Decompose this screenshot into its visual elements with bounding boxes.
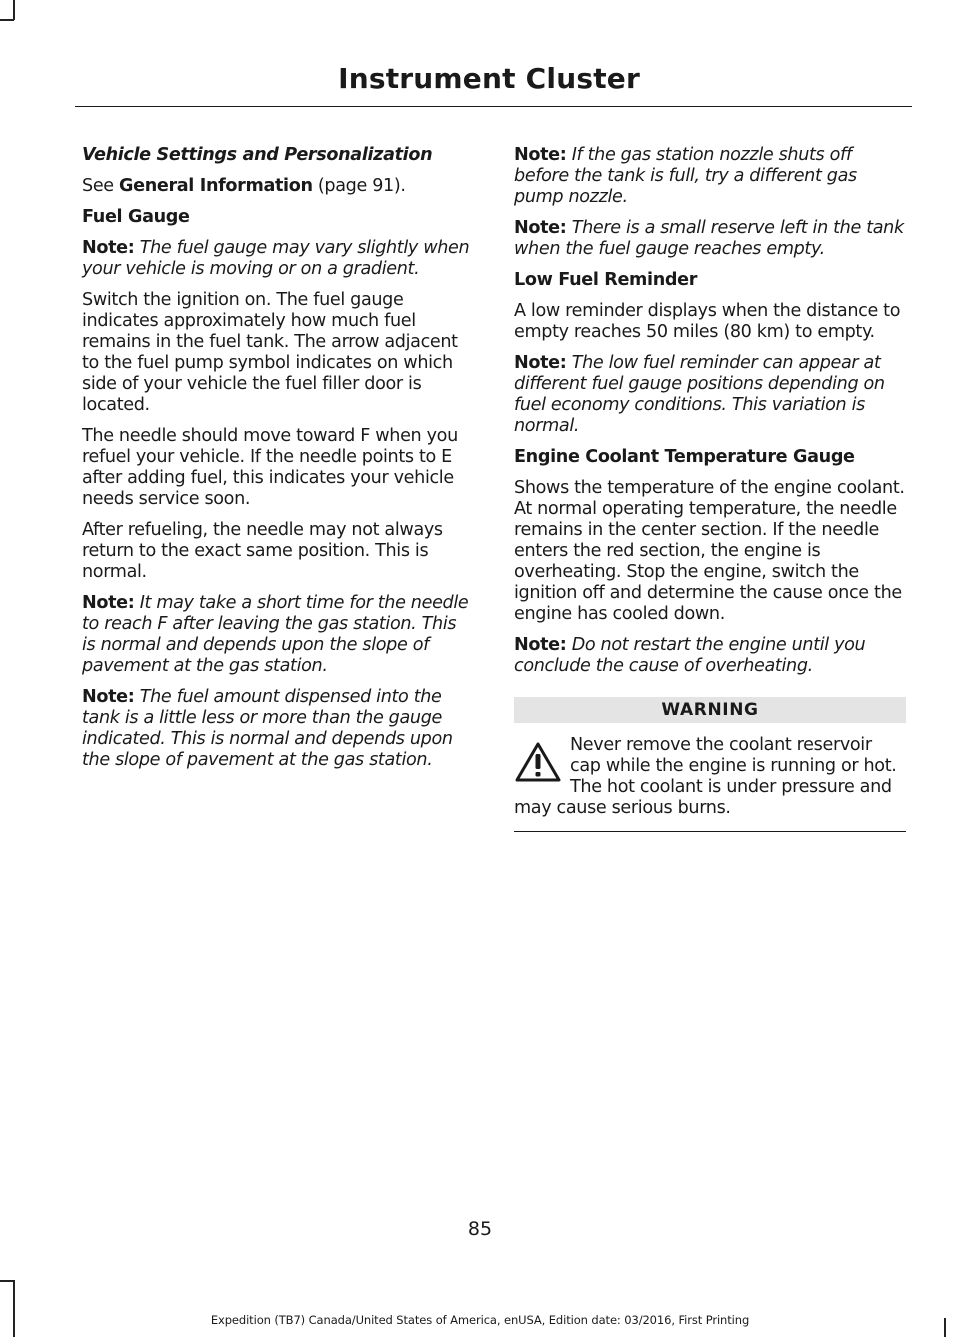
note-text: It may take a short time for the needle to reach F after leaving the gas station. This is normal and depends upon the slope of pavement at the gas station. — [82, 593, 469, 676]
note-text: There is a small reserve left in the tank when the fuel gauge reaches empty. — [514, 218, 904, 259]
warning-triangle-icon — [514, 741, 562, 783]
note-5 — [514, 218, 906, 260]
see-prefix: See — [82, 176, 120, 196]
see-reference — [82, 176, 474, 197]
note-text: If the gas station nozzle shuts off before the tank is full, try a different gas pump nozzle. — [514, 145, 857, 207]
header-rule — [75, 106, 912, 107]
paragraph-low-fuel: A low reminder displays when the distance to empty reaches 50 miles (80 km) to empty. — [514, 301, 901, 342]
crop-mark — [13, 0, 15, 20]
note-3 — [82, 687, 474, 771]
footer-edition-info: Expedition (TB7) Canada/United States of America, enUSA, Edition date: 03/2016, First Printing — [210, 1313, 750, 1327]
note-7 — [514, 635, 906, 677]
note-2 — [82, 593, 474, 677]
note-text: The fuel gauge may vary slightly when your vehicle is moving or on a gradient. — [82, 238, 470, 279]
note-label: Note: — [82, 593, 135, 613]
left-column — [82, 145, 474, 781]
crop-mark — [0, 1280, 14, 1282]
paragraph-ignition: Switch the ignition on. The fuel gauge indicates approximately how much fuel remains in the fuel tank. The arrow adjacent to the fuel pump symbol indicates on which side of your vehicle the fuel filler door is located. — [82, 290, 458, 415]
note-label: Note: — [514, 145, 567, 165]
note-label: Note: — [82, 687, 135, 707]
section-heading-vehicle-settings: Vehicle Settings and Personalization — [82, 145, 433, 165]
note-4 — [514, 145, 906, 208]
warning-rule — [514, 831, 906, 832]
note-1 — [82, 238, 474, 280]
note-label: Note: — [514, 218, 567, 238]
section-heading-low-fuel: Low Fuel Reminder — [514, 270, 698, 290]
note-label: Note: — [514, 635, 567, 655]
warning-box — [514, 735, 906, 832]
general-information-link[interactable]: General Information — [119, 176, 313, 196]
note-text: The low fuel reminder can appear at different fuel gauge positions depending on fuel economy conditions. This variation is normal. — [514, 353, 885, 436]
note-6 — [514, 353, 906, 437]
note-label: Note: — [82, 238, 135, 258]
paragraph-coolant: Shows the temperature of the engine coolant. At normal operating temperature, the needle remains in the center section. If the needle enters the red section, the engine is overheating. Stop the engine, switch the ignition off and determine the cause once the engine has cooled down. — [514, 478, 905, 624]
crop-mark — [0, 19, 14, 21]
note-text: Do not restart the engine until you conclude the cause of overheating. — [514, 635, 866, 676]
warning-text: Never remove the coolant reservoir cap while the engine is running or hot. The hot coolant is under pressure and may cause serious burns. — [514, 735, 897, 818]
crop-mark — [13, 1280, 15, 1337]
page-number: 85 — [467, 1218, 493, 1240]
warning-header: WARNING — [514, 697, 906, 723]
paragraph-needle: The needle should move toward F when you refuel your vehicle. If the needle points to E after adding fuel, this indicates your vehicle needs service soon. — [82, 426, 458, 509]
note-label: Note: — [514, 353, 567, 373]
see-suffix: (page 91). — [312, 176, 406, 196]
page-title: Instrument Cluster — [338, 62, 640, 95]
note-text: The fuel amount dispensed into the tank is a little less or more than the gauge indicated. This is normal and depends upon the slope of pavement at the gas station. — [82, 687, 453, 770]
right-column — [514, 145, 906, 832]
section-heading-coolant: Engine Coolant Temperature Gauge — [514, 447, 855, 467]
paragraph-refueling: After refueling, the needle may not always return to the exact same position. This is normal. — [82, 520, 443, 582]
section-heading-fuel-gauge: Fuel Gauge — [82, 207, 190, 227]
